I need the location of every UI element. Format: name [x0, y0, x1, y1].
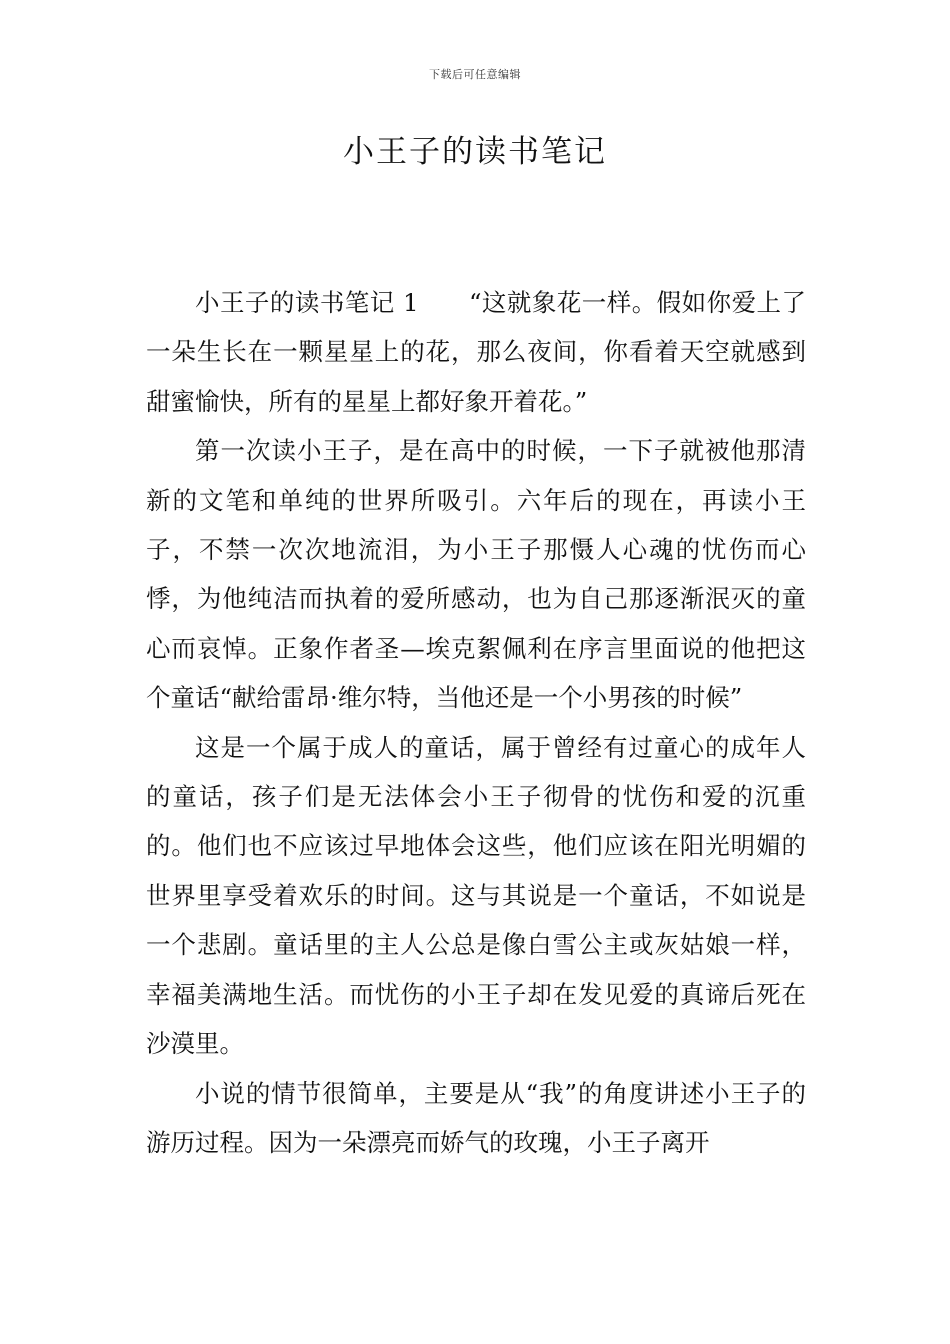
paragraph: 小说的情节很简单，主要是从“我”的角度讲述小王子的游历过程。因为一朵漂亮而娇气的玫瑰，小王子离开 [146, 1078, 806, 1157]
document-body [146, 278, 806, 1167]
paragraph: 小王子的读书笔记 1 “这就象花一样。假如你爱上了一朵生长在一颗星星上的花，那么夜间，你看着天空就感到甜蜜愉快，所有的星星上都好象开着花。” [146, 288, 806, 416]
header-note: 下载后可任意编辑 [429, 68, 521, 81]
paragraph: 这是一个属于成人的童话，属于曾经有过童心的成年人的童话，孩子们是无法体会小王子彻骨的忧伤和爱的沉重的。他们也不应该过早地体会这些，他们应该在阳光明媚的世界里享受着欢乐的时间。这与其说是一个童话，不如说是一个悲剧。童话里的主人公总是像白雪公主或灰姑娘一样，幸福美满地生活。而忧伤的小王子却在发见爱的真谛后死在沙漠里。 [146, 732, 806, 1059]
paragraph: 第一次读小王子，是在高中的时候，一下子就被他那清新的文笔和单纯的世界所吸引。六年后的现在，再读小王子，不禁一次次地流泪，为小王子那慑人心魂的忧伤而心悸，为他纯洁而执着的爱所感动，也为自己那逐渐泯灭的童心而哀悼。正象作者圣—埃克絮佩利在序言里面说的他把这个童话“献给雷昂·维尔特，当他还是一个小男孩的时候” [146, 436, 806, 713]
document-title: 小王子的读书笔记 [343, 134, 607, 170]
